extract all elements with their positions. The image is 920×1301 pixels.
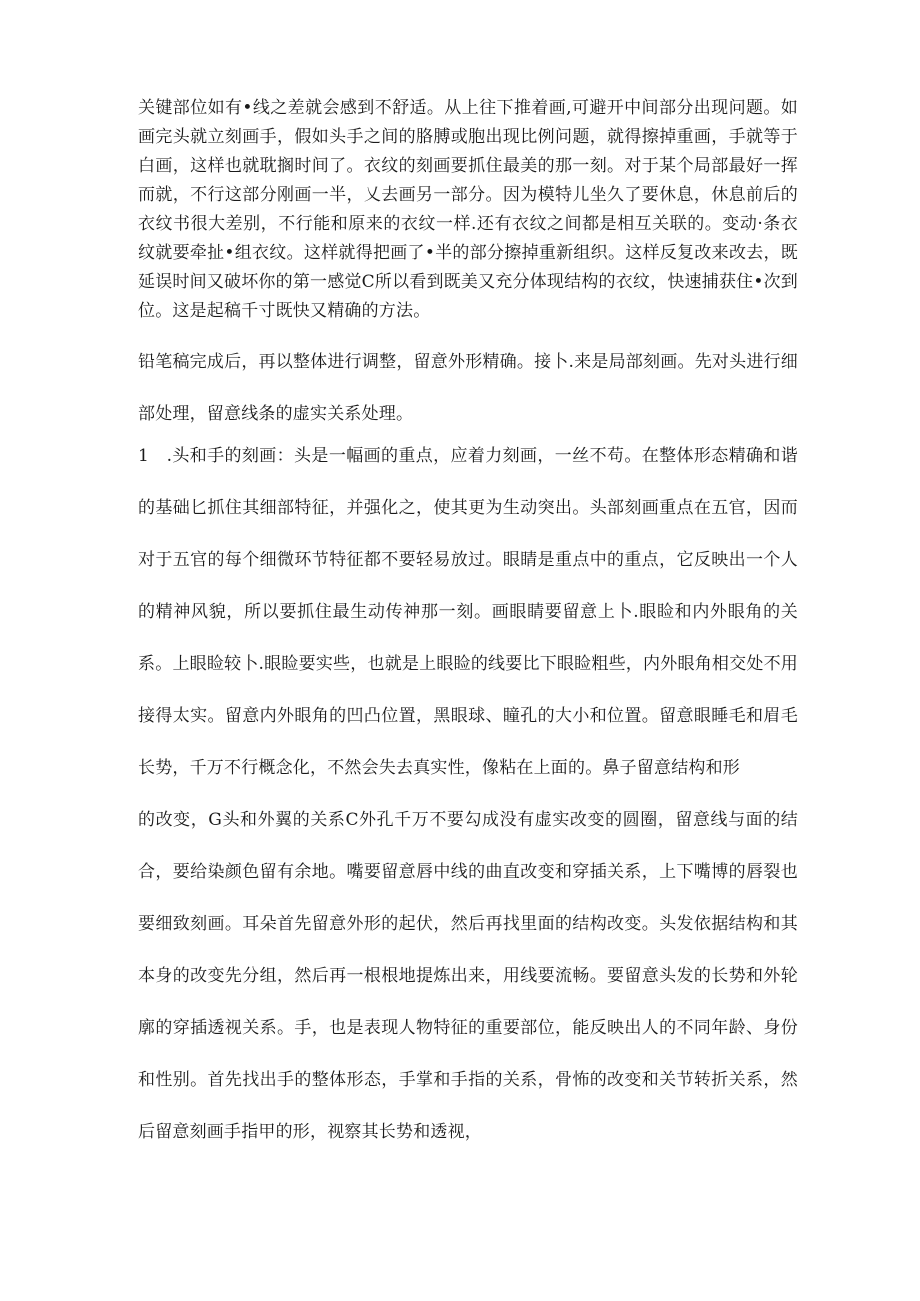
paragraph-head-and-hands: 1 .头和手的刻画：头是一幅画的重点，应着力刻画，一丝不苟。在整体形态精确和谐的基础匕抓住其细部特征，并强化之，使其更为生动突出。头部刻画重点在五官，因而对于五官的每个细微环节特征都不要轻易放过。眼睛是重点中的重点，它反映出一个人的精神风貌，所以要抓住最生动传神那一刻。画眼睛要留意上卜.眼睑和内外眼角的关系。上眼睑较卜.眼睑要实些，也就是上眼睑的线要比下眼睑粗些，内外眼角相交处不用接得太实。留意内外眼角的凹凸位置，黑眼球、瞳孔的大小和位置。留意眼睡毛和眉毛长势，千万不行概念化，不然会失去真实性，像粘在上面的。鼻子留意结构和形 [138, 446, 798, 778]
paragraph-pencil-draft: 铅笔稿完成后，再以整体进行调整，留意外形精确。接卜.来是局部刻画。先对头进行细部处理，留意线条的虚实关系处理。 [138, 352, 798, 424]
paragraph-clothing-folds: 关键部位如有•线之差就会感到不舒适。从上往下推着画,可避开中间部分出现问题。如画完头就立刻画手，假如头手之间的胳膊或胞出现比例问题，就得擦掉重画，手就等于白画，这样也就耽搁时间了。衣纹的刻画要抓住最美的那一刻。对于某个局部最好一挥而就，不行这部分刚画一半，乂去画另一部分。因为模特儿坐久了要休息，休息前后的衣纹书很大差别，不行能和原来的衣纹一样.还有衣纹之间都是相互关联的。变动·条衣纹就要牵扯•组衣纹。这样就得把画了•半的部分擦掉重新组织。这样反复改来改去，既延误时间又破坏你的第一感觉C所以看到既美又充分体现结构的衣纹，快速捕获住•次到位。这是起稿千寸既快又精确的方法。 [138, 98, 798, 321]
paragraph-nose-mouth-hands: 的改变，G头和外翼的关系C外孔千万不要勾成没有虚实改变的圆圈，留意线与面的结合，要给染颜色留有余地。嘴要留意唇中线的曲直改变和穿插关系，上下嘴博的唇裂也要细致刻画。耳朵首先留意外形的起伏，然后再找里面的结构改变。头发依据结构和其本身的改变先分组，然后再一根根地提炼出来，用线要流畅。要留意头发的长势和外轮廓的穿插透视关系。手，也是表现人物特征的重要部位，能反映出人的不同年龄、身份和性别。首先找出手的整体形态，手掌和手指的关系，骨怖的改变和关节转折关系，然后留意刻画手指甲的形，视察其长势和透视， [138, 810, 798, 1142]
